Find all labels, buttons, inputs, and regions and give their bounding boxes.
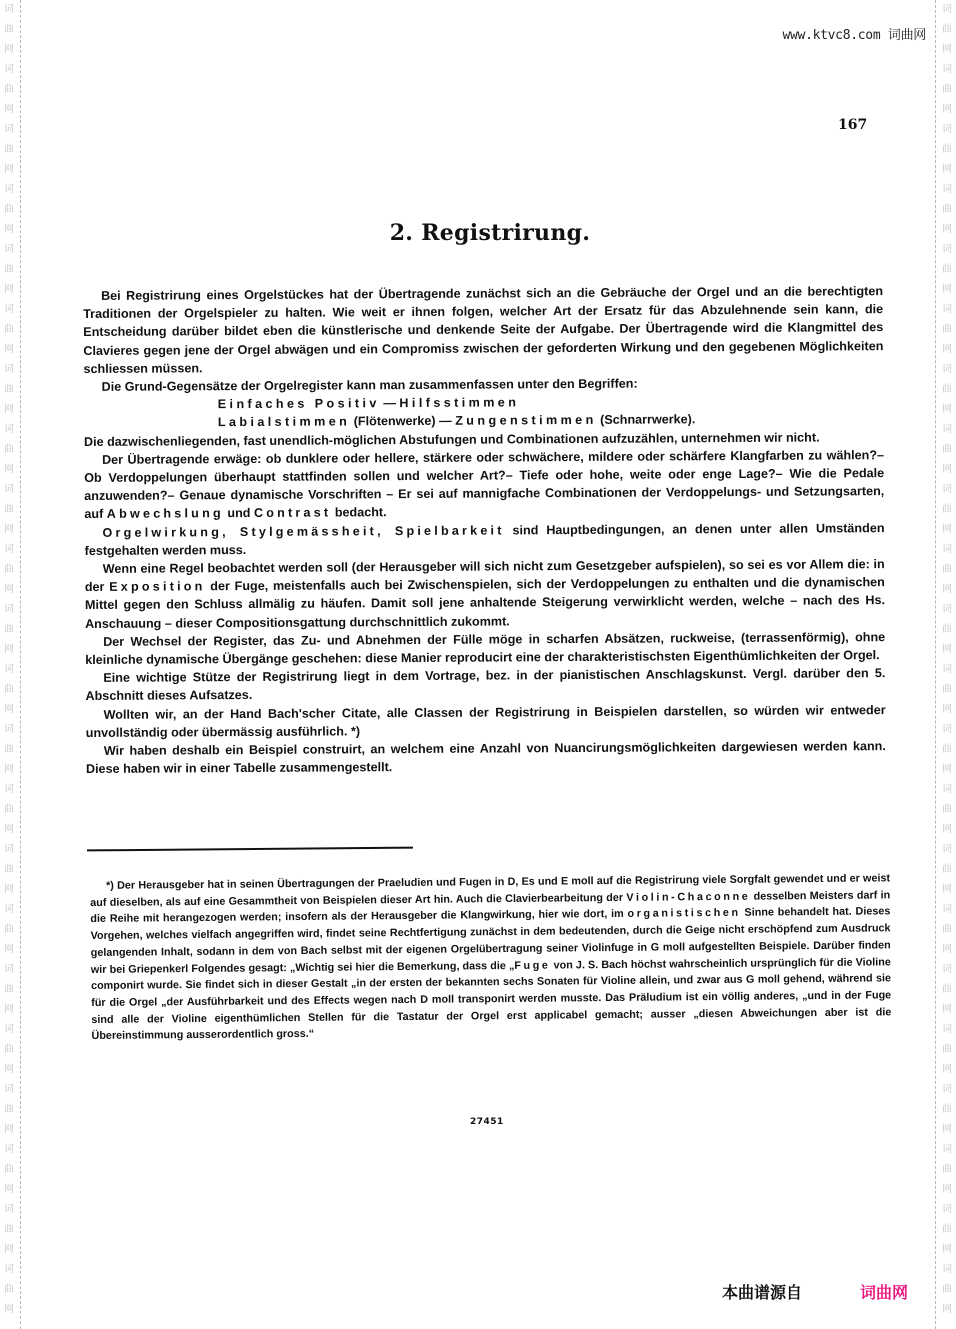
- watermark-glyph: 曲: [942, 564, 952, 575]
- watermark-glyph: 词: [4, 244, 14, 255]
- watermark-glyph: 网: [4, 44, 14, 55]
- site-header[interactable]: [783, 24, 927, 43]
- watermark-glyph: 词: [4, 1264, 14, 1275]
- watermark-glyph: 词: [942, 844, 952, 855]
- watermark-glyph: 网: [4, 404, 14, 415]
- watermark-glyph: 词: [942, 664, 952, 675]
- watermark-glyph: 网: [942, 524, 952, 535]
- watermark-glyph: 曲: [942, 1224, 952, 1235]
- watermark-glyph: 网: [4, 104, 14, 115]
- watermark-glyph: 词: [942, 784, 952, 795]
- watermark-glyph: 词: [4, 304, 14, 315]
- left-watermark-strip: [0, 0, 21, 1329]
- watermark-glyph: 网: [4, 1064, 14, 1075]
- watermark-glyph: 曲: [942, 744, 952, 755]
- watermark-glyph: 网: [942, 1304, 952, 1315]
- watermark-glyph: 曲: [4, 1104, 14, 1115]
- watermark-glyph: 网: [942, 224, 952, 235]
- right-watermark-strip: [935, 0, 956, 1329]
- register-list-item: Labialstimmen (Flötenwerke) — Zungenstimmen (Schnarrwerke).: [217, 412, 696, 430]
- footnote-divider: [87, 847, 413, 852]
- watermark-glyph: 曲: [4, 564, 14, 575]
- section-title: 2. Registrirung.: [389, 220, 591, 246]
- watermark-glyph: 网: [942, 824, 952, 835]
- paragraph: Wollten wir, an der Hand Bach'scher Citate, alle Classen der Registrirung in Beispielen darstellen, so würden wir entweder unvollständig oder übermässig ausführlich. *): [85, 702, 886, 740]
- watermark-glyph: 词: [4, 1204, 14, 1215]
- watermark-glyph: 曲: [942, 924, 952, 935]
- watermark-glyph: 曲: [4, 1044, 14, 1055]
- watermark-glyph: 曲: [4, 24, 14, 35]
- watermark-glyph: 网: [4, 944, 14, 955]
- watermark-glyph: 词: [942, 1144, 952, 1155]
- watermark-glyph: 曲: [4, 504, 14, 515]
- watermark-glyph: 曲: [4, 144, 14, 155]
- watermark-glyph: 词: [4, 1084, 14, 1095]
- watermark-glyph: 词: [942, 424, 952, 435]
- watermark-glyph: 曲: [4, 384, 14, 395]
- watermark-glyph: 曲: [942, 264, 952, 275]
- watermark-glyph: 网: [4, 884, 14, 895]
- watermark-glyph: 词: [942, 544, 952, 555]
- paragraph: Die Grund-Gegensätze der Orgelregister kann man zusammenfassen unter den Begriffen:: [101, 376, 638, 394]
- watermark-glyph: 曲: [942, 24, 952, 35]
- watermark-glyph: 词: [942, 304, 952, 315]
- watermark-glyph: 网: [942, 284, 952, 295]
- watermark-glyph: 网: [942, 44, 952, 55]
- watermark-glyph: 词: [4, 724, 14, 735]
- watermark-glyph: 曲: [942, 1104, 952, 1115]
- watermark-glyph: 网: [4, 1124, 14, 1135]
- footnote: *) Der Herausgeber hat in seinen Übertragungen der Praeludien und Fugen in D, Es und E moll auf die Registrirung viele Sorgfalt gewendet und er weist auf dieselben, als auf eine Gesammtheit von Beispielen dieser Art hin. Auch die Clavierbearbeitung der Violin-Chaconne desselben Meisters darf in die Reihe mit herangezogen werden; insofern als der Herausgeber die Klangwirkung, hier wie dort, im organistischen Sinne behandelt hat. Dieses Vorgehen, welches vielfach angegriffen wird, findet seine Rechtfertigung zunächst in dem bedeutenden, durch die Geige nicht erschöpfend zum Ausdruck gelangenden Inhalt, sodann in dem von Bach selbst mit der eigenen Orgelübertragung seiner Violinfuge in G moll aufgestellten Beispiele. Darüber finden wir bei Griepenkerl Folgendes gesagt: „Wichtig sei hier die Bemerkung, dass die „Fuge von J. S. Bach höchst wahrscheinlich ursprünglich für die Violine componirt wurde. Sie findet sich in dieser Gestalt „in der ersten der bekannten sechs Sonaten für Violine allein, und zwar aus G moll gehend, während sie für die Orgel „der Ausführbarkeit und des Effects wegen nach D moll transponirt werden musste. Das Präludium ist ein völlig anderes, „und in der Fuge sind alle der Violine eigenthümlichen Stellen für die Tastatur der Orgel erst applicabel gemacht; ausser „diesen Abweichungen aber ist die Übereinstimmung ausserordentlich gross.“: [90, 872, 892, 1043]
- watermark-glyph: 词: [4, 664, 14, 675]
- watermark-glyph: 网: [942, 1004, 952, 1015]
- watermark-glyph: 词: [942, 604, 952, 615]
- watermark-glyph: 词: [942, 1264, 952, 1275]
- paragraph: Die dazwischenliegenden, fast unendlich-möglichen Abstufungen und Combinationen aufzuzählen, unternehmen wir nicht.: [83, 430, 820, 449]
- watermark-glyph: 曲: [4, 264, 14, 275]
- watermark-glyph: 网: [4, 224, 14, 235]
- watermark-glyph: 词: [4, 784, 14, 795]
- watermark-glyph: 曲: [942, 384, 952, 395]
- watermark-glyph: 网: [942, 704, 952, 715]
- plate-number: 27451: [470, 1117, 504, 1127]
- watermark-glyph: 网: [942, 1064, 952, 1075]
- paragraph: Eine wichtige Stütze der Registrirung liegt in dem Vortrage, bez. in der pianistischen Anschlagskunst. Vergl. darüber den 5. Abschnitt dieses Aufsatzes.: [85, 666, 886, 704]
- watermark-glyph: 词: [4, 1024, 14, 1035]
- watermark-glyph: 网: [4, 464, 14, 475]
- watermark-glyph: 曲: [942, 1164, 952, 1175]
- watermark-glyph: 网: [4, 584, 14, 595]
- watermark-glyph: 曲: [942, 324, 952, 335]
- site-url[interactable]: www.ktvc8.com: [782, 28, 881, 43]
- watermark-glyph: 网: [942, 1244, 952, 1255]
- watermark-glyph: 词: [4, 184, 14, 195]
- watermark-glyph: 词: [942, 484, 952, 495]
- watermark-glyph: 网: [4, 1004, 14, 1015]
- paragraph: Orgelwirkung, Stylgemässheit, Spielbarkeit sind Hauptbedingungen, an denen unter allen Umständen festgehalten werden muss.: [84, 520, 885, 558]
- body-text: [83, 282, 886, 778]
- watermark-glyph: 词: [942, 724, 952, 735]
- paragraph: Der Übertragende erwäge: ob dunklere oder hellere, stärkere oder schwächere, mildere oder schärfere Klangfarben zu wählen?– Ob Verdoppelungen überhaupt stattfinden sollen und welcher Art?– Tiefe oder hohe, weite oder enge Lage?– Wie die Pedale anzuwenden?– Genaue dynamische Vorschriften – Er sei auf mannigfache Combinationen der Verdoppelungs- und Setzungsarten, auf Abwechslung und Contrast bedacht.: [84, 447, 885, 522]
- watermark-glyph: 曲: [4, 684, 14, 695]
- watermark-glyph: 网: [4, 764, 14, 775]
- watermark-glyph: 词: [4, 424, 14, 435]
- paragraph: Bei Registrirung eines Orgelstückes hat der Übertragende zunächst sich an die Gebräuche der Orgel und an die berechtigten Traditionen der Orgelspieler zu halten. Wie weit er ihnen folgen, welcher Art der Ersatz für das Abzulehnende sein kann, die Entscheidung darüber bildet eben die künstlerische und denkende Seite der Aufgabe. Der Übertragende wird die Klangmittel des Clavieres gegen jene der Orgel abwägen und ein Compromiss zwischen der geforderten Wirkung und den gegebenen Möglichkeiten schliessen müssen.: [83, 284, 884, 376]
- watermark-glyph: 词: [942, 4, 952, 15]
- watermark-glyph: 网: [4, 1184, 14, 1195]
- watermark-glyph: 网: [4, 164, 14, 175]
- watermark-glyph: 曲: [4, 984, 14, 995]
- watermark-glyph: 网: [942, 164, 952, 175]
- watermark-glyph: 网: [4, 284, 14, 295]
- watermark-glyph: 网: [942, 104, 952, 115]
- watermark-glyph: 词: [4, 904, 14, 915]
- watermark-glyph: 曲: [4, 624, 14, 635]
- watermark-glyph: 词: [942, 1084, 952, 1095]
- watermark-glyph: 词: [4, 4, 14, 15]
- paragraph: Der Wechsel der Register, das Zu- und Abnehmen der Fülle möge in scharfen Absätzen, ruckweise, (terrassenförmig), ohne kleinliche dynamische Übergänge geschehen: diese Manier reproducirt eine der charakteristischsten Eigenthümlichkeiten der Orgel.: [85, 629, 886, 668]
- watermark-glyph: 词: [942, 184, 952, 195]
- watermark-glyph: 曲: [942, 1284, 952, 1295]
- watermark-glyph: 网: [942, 344, 952, 355]
- watermark-glyph: 词: [4, 544, 14, 555]
- watermark-glyph: 词: [4, 64, 14, 75]
- watermark-glyph: 曲: [942, 864, 952, 875]
- paragraph: Wir haben deshalb ein Beispiel construirt, an welchem eine Anzahl von Nuancirungsmöglichkeiten dargewiesen werden kann. Diese haben wir in einer Tabelle zusammengestellt.: [85, 739, 886, 777]
- watermark-glyph: 网: [942, 464, 952, 475]
- watermark-glyph: 网: [942, 584, 952, 595]
- watermark-glyph: 网: [4, 824, 14, 835]
- watermark-glyph: 曲: [942, 624, 952, 635]
- watermark-glyph: 网: [942, 944, 952, 955]
- watermark-glyph: 网: [942, 764, 952, 775]
- watermark-glyph: 曲: [4, 924, 14, 935]
- watermark-glyph: 词: [4, 964, 14, 975]
- watermark-glyph: 词: [4, 1144, 14, 1155]
- watermark-glyph: 网: [4, 344, 14, 355]
- watermark-glyph: 曲: [942, 144, 952, 155]
- watermark-glyph: 词: [4, 124, 14, 135]
- register-list-item: Einfaches Positiv — Hilfsstimmen: [217, 395, 520, 412]
- watermark-glyph: 曲: [4, 864, 14, 875]
- watermark-glyph: 词: [942, 1204, 952, 1215]
- site-brand: 词曲网: [887, 28, 926, 43]
- watermark-glyph: 网: [4, 644, 14, 655]
- watermark-glyph: 词: [942, 244, 952, 255]
- watermark-glyph: 曲: [4, 324, 14, 335]
- watermark-glyph: 曲: [4, 444, 14, 455]
- watermark-glyph: 网: [4, 1304, 14, 1315]
- watermark-glyph: 词: [942, 904, 952, 915]
- watermark-glyph: 曲: [4, 204, 14, 215]
- watermark-glyph: 词: [4, 604, 14, 615]
- watermark-glyph: 网: [4, 704, 14, 715]
- watermark-glyph: 网: [4, 524, 14, 535]
- watermark-glyph: 曲: [942, 84, 952, 95]
- watermark-glyph: 曲: [4, 744, 14, 755]
- watermark-glyph: 曲: [4, 1284, 14, 1295]
- watermark-glyph: 词: [4, 844, 14, 855]
- watermark-glyph: 词: [942, 1024, 952, 1035]
- watermark-glyph: 词: [942, 124, 952, 135]
- watermark-glyph: 词: [942, 364, 952, 375]
- watermark-glyph: 曲: [4, 84, 14, 95]
- watermark-glyph: 词: [4, 484, 14, 495]
- watermark-glyph: 网: [942, 404, 952, 415]
- watermark-glyph: 曲: [4, 804, 14, 815]
- source-brand-link[interactable]: 词曲网: [860, 1283, 909, 1302]
- source-label: 本曲谱源自: [722, 1283, 803, 1302]
- page-number: 167: [838, 117, 868, 133]
- watermark-glyph: 网: [942, 1184, 952, 1195]
- watermark-glyph: 词: [4, 364, 14, 375]
- watermark-glyph: 网: [942, 1124, 952, 1135]
- watermark-glyph: 曲: [942, 1044, 952, 1055]
- watermark-glyph: 网: [942, 644, 952, 655]
- watermark-glyph: 曲: [942, 684, 952, 695]
- watermark-glyph: 曲: [4, 1224, 14, 1235]
- watermark-glyph: 网: [942, 884, 952, 895]
- watermark-glyph: 曲: [942, 444, 952, 455]
- watermark-glyph: 曲: [942, 504, 952, 515]
- watermark-glyph: 曲: [942, 204, 952, 215]
- watermark-glyph: 曲: [4, 1164, 14, 1175]
- watermark-glyph: 网: [4, 1244, 14, 1255]
- watermark-glyph: 曲: [942, 984, 952, 995]
- paragraph: Wenn eine Regel beobachtet werden soll (der Herausgeber will sich nicht zum Gesetzgeber aufspielen), so sei es vor Allem die: in der Exposition der Fuge, meistenfalls auch bei Zwischenspielen, sich der Verdoppelungen zu enthalten und die dynamischen Mittel gegen den Schluss allmälig zu häufen. Damit soll jene anhaltende Steigerung verwirklicht werden, welche – nach des Hs. Anschauung – dieser Compositionsgattung durchschnittlich zukommt.: [84, 557, 885, 631]
- watermark-glyph: 词: [942, 964, 952, 975]
- watermark-glyph: 词: [942, 64, 952, 75]
- watermark-glyph: 曲: [942, 804, 952, 815]
